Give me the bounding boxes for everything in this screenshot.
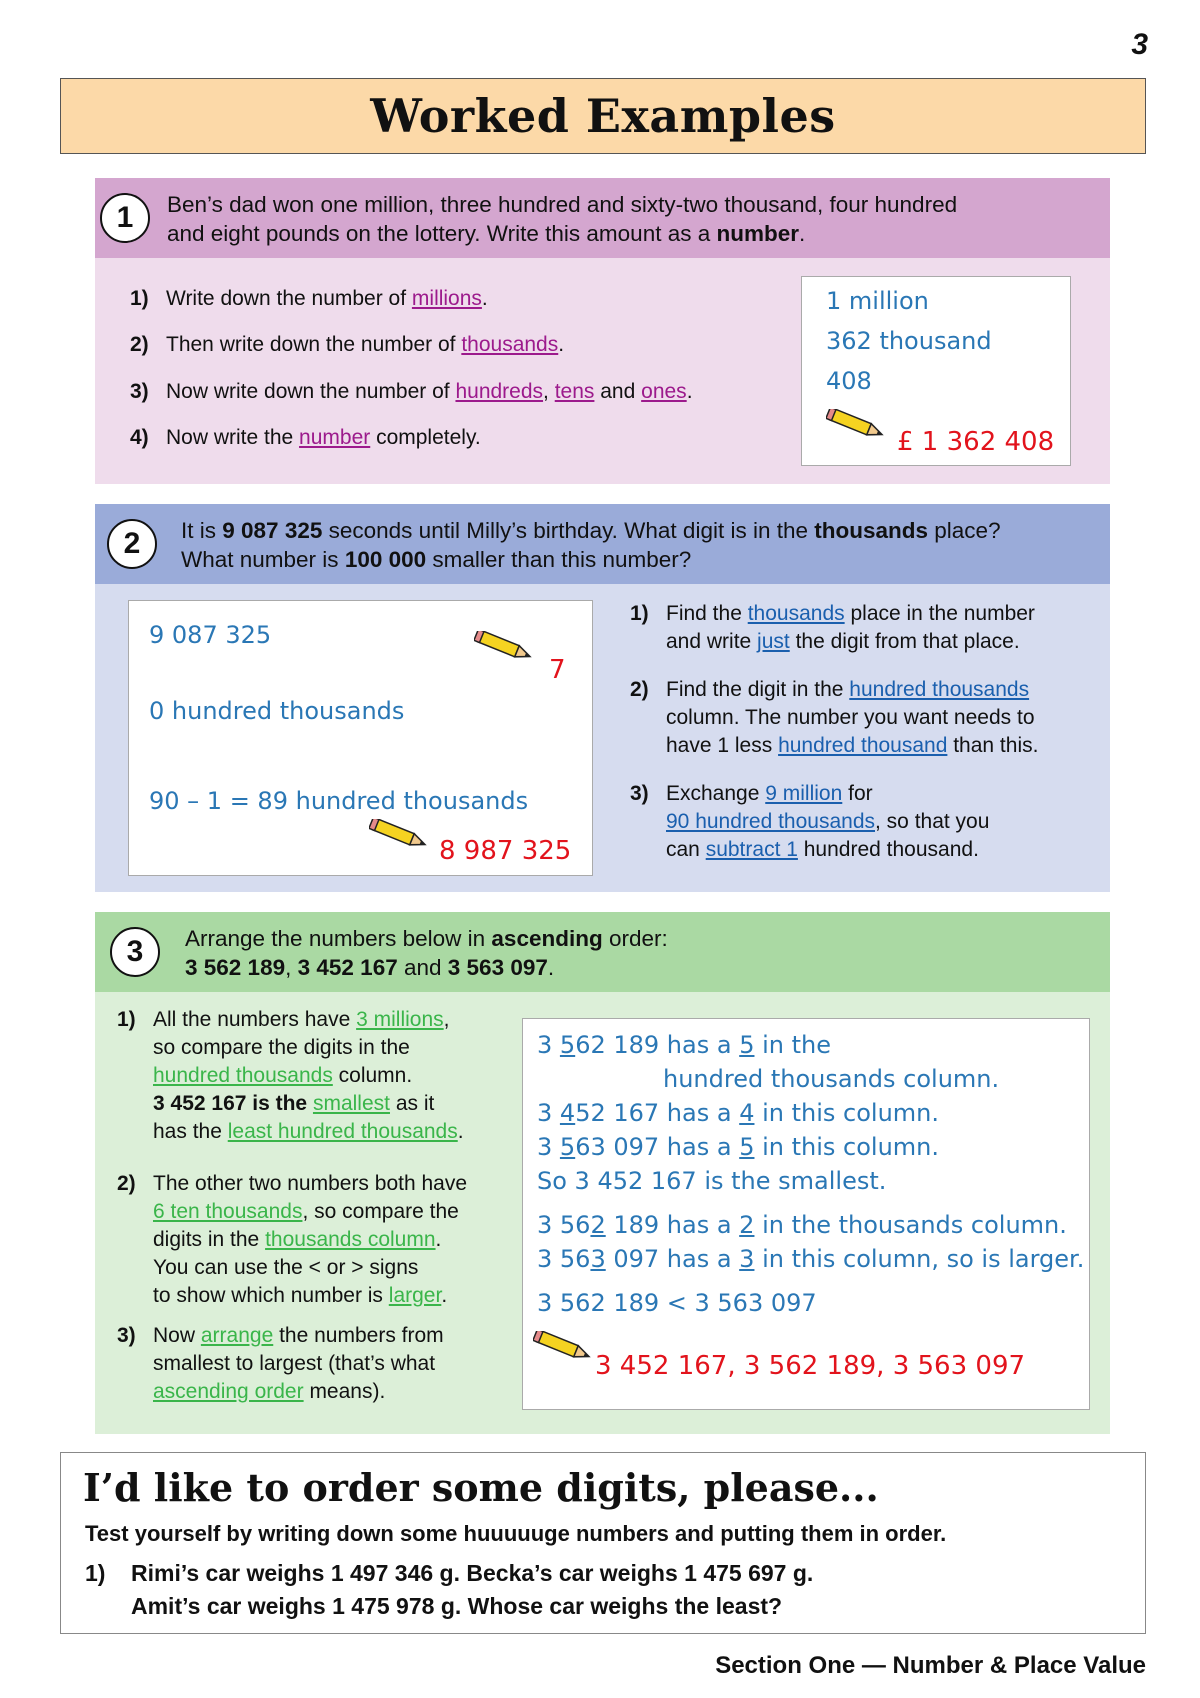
pencil-icon	[826, 409, 886, 439]
example-2-number: 2	[107, 519, 157, 569]
pencil-icon	[533, 1331, 593, 1361]
revision-intro: Test yourself by writing down some huuuuuge numbers and putting them in order.	[85, 1521, 947, 1546]
step-3: 3) Exchange 9 million for 90 hundred thousands, so that you can subtract 1 hundred thousand.	[630, 782, 990, 861]
example-2-question-text: It is 9 087 325 seconds until Milly’s birthday. What digit is in the thousands place? What number is 100 000 smaller than this number?	[181, 518, 1001, 572]
example-2-question	[95, 504, 1110, 584]
example-3-working: 3 562 189 has a 5 in the hundred thousands column. 3 452 167 has a 4 in this column. 3 563 097 has a 5 in this column. So 3 452 167 is the smallest. 3 562 189 has a 2 in the thousands column. 3 563 097 has a 3 in this column, so is larger. 3 562 189 < 3 563 097 3 452 167, 3 562 189, 3 563 097	[522, 1018, 1090, 1410]
pencil-icon	[369, 819, 429, 849]
step-3: 3) Now write down the number of hundreds, tens and ones.	[130, 380, 693, 403]
example-1-number: 1	[100, 193, 150, 243]
example-2-working: 9 087 325 7 0 hundred thousands 90 – 1 = 89 hundred thousands 8 987 325	[128, 600, 593, 876]
step-2: 2) Then write down the number of thousands.	[130, 333, 565, 356]
example-1-answer: £ 1 362 408	[897, 427, 1055, 457]
step-1: 1) All the numbers have 3 millions, so compare the digits in the hundred thousands column. 3 452 167 is the smallest as it has the least hundred thousands.	[117, 1008, 464, 1143]
example-1-question	[95, 178, 1110, 258]
step-4: 4) Now write the number completely.	[130, 426, 481, 449]
example-1-question-text: Ben’s dad won one million, three hundred and sixty-two thousand, four hundred and eight pounds on the lottery. Write this amount as a number.	[167, 192, 958, 246]
revision-question-1: 1) Rimi’s car weighs 1 497 346 g. Becka’s car weighs 1 475 697 g. Amit’s car weighs 1 475 978 g. Whose car weighs the least?	[85, 1560, 814, 1619]
step-1: 1) Write down the number of millions.	[130, 287, 488, 310]
title-banner	[60, 78, 1146, 154]
revision-title: I’d like to order some digits, please...	[83, 1465, 879, 1510]
example-2-body	[95, 584, 1110, 892]
step-2: 2) Find the digit in the hundred thousands column. The number you want needs to have 1 less hundred thousand than this.	[630, 678, 1039, 757]
step-1: 1) Find the thousands place in the number and write just the digit from that place.	[630, 602, 1035, 653]
revision-box	[60, 1452, 1146, 1634]
example-2-answer-number: 8 987 325	[439, 836, 572, 866]
pencil-icon	[474, 631, 534, 661]
example-1-body	[95, 258, 1110, 484]
example-3-answer: 3 452 167, 3 562 189, 3 563 097	[595, 1351, 1026, 1381]
example-3-number: 3	[110, 927, 160, 977]
page-number: 3	[1131, 28, 1148, 61]
step-3: 3) Now arrange the numbers from smallest to largest (that’s what ascending order means).	[117, 1324, 444, 1403]
example-3-question	[95, 912, 1110, 992]
step-2: 2) The other two numbers both have 6 ten thousands, so compare the digits in the thousands column. You can use the < or > signs to show which number is larger.	[117, 1172, 468, 1307]
example-1-working: 1 million 362 thousand 408 £ 1 362 408	[801, 276, 1071, 466]
page-title: Worked Examples	[370, 89, 836, 143]
example-3-body	[95, 992, 1110, 1434]
example-3-question-text: Arrange the numbers below in ascending order: 3 562 189, 3 452 167 and 3 563 097.	[185, 926, 668, 980]
section-footer: Section One — Number & Place Value	[715, 1652, 1146, 1679]
example-2-answer-digit: 7	[549, 655, 566, 685]
